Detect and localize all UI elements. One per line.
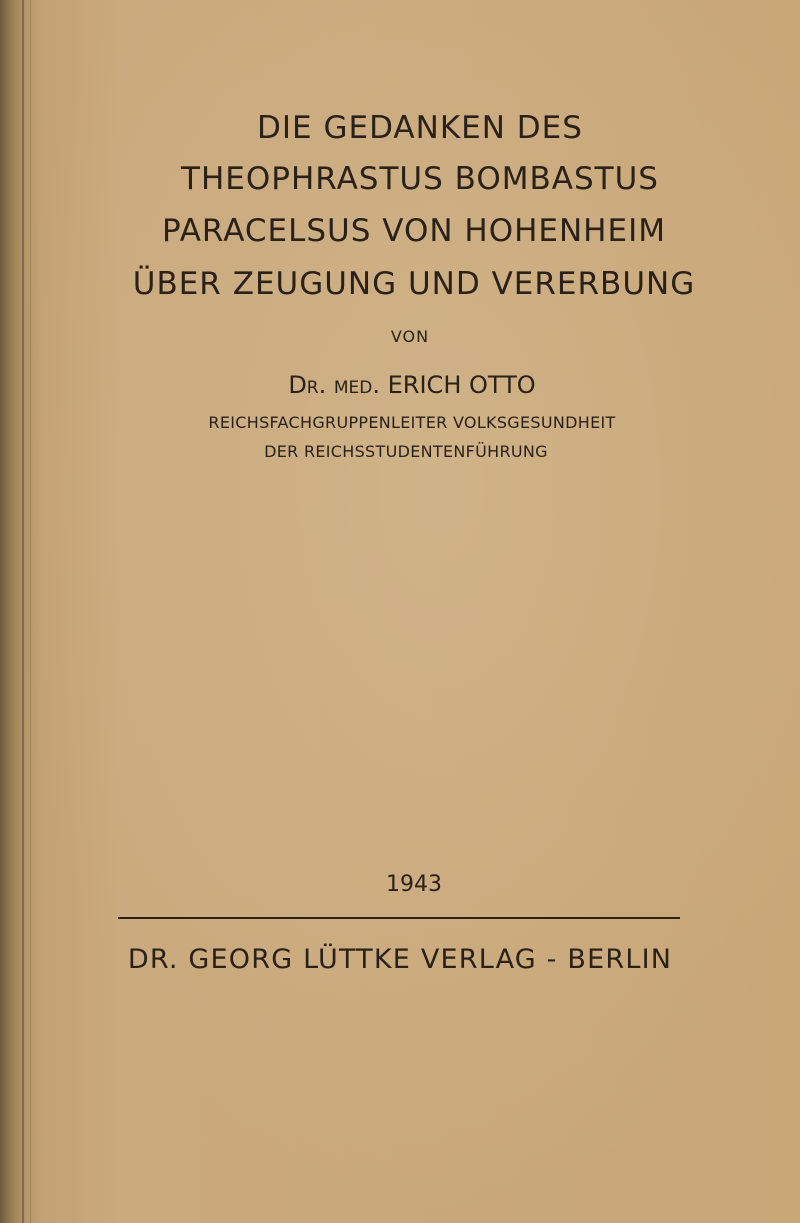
publisher: DR. GEORG LÜTTKE VERLAG - BERLIN (127, 944, 673, 975)
title-line-3: PARACELSUS VON HOHENHEIM (162, 213, 666, 249)
publication-year: 1943 (386, 872, 442, 897)
author-position: REICHSFACHGRUPPENLEITER VOLKSGESUNDHEIT (208, 413, 616, 432)
title-line-4: ÜBER ZEUGUNG UND VERERBUNG (132, 266, 696, 302)
author-name: ERICH OTTO (387, 371, 536, 399)
title-line-1: DIE GEDANKEN DES (257, 110, 583, 146)
author-prefix: Dr. med. (288, 371, 380, 399)
author-line (12, 371, 800, 399)
publisher-divider (118, 917, 680, 919)
title-line-2: THEOPHRASTUS BOMBASTUS (181, 161, 659, 197)
von-label: VON (390, 327, 430, 346)
author-organization: DER REICHSSTUDENTENFÜHRUNG (264, 442, 548, 461)
